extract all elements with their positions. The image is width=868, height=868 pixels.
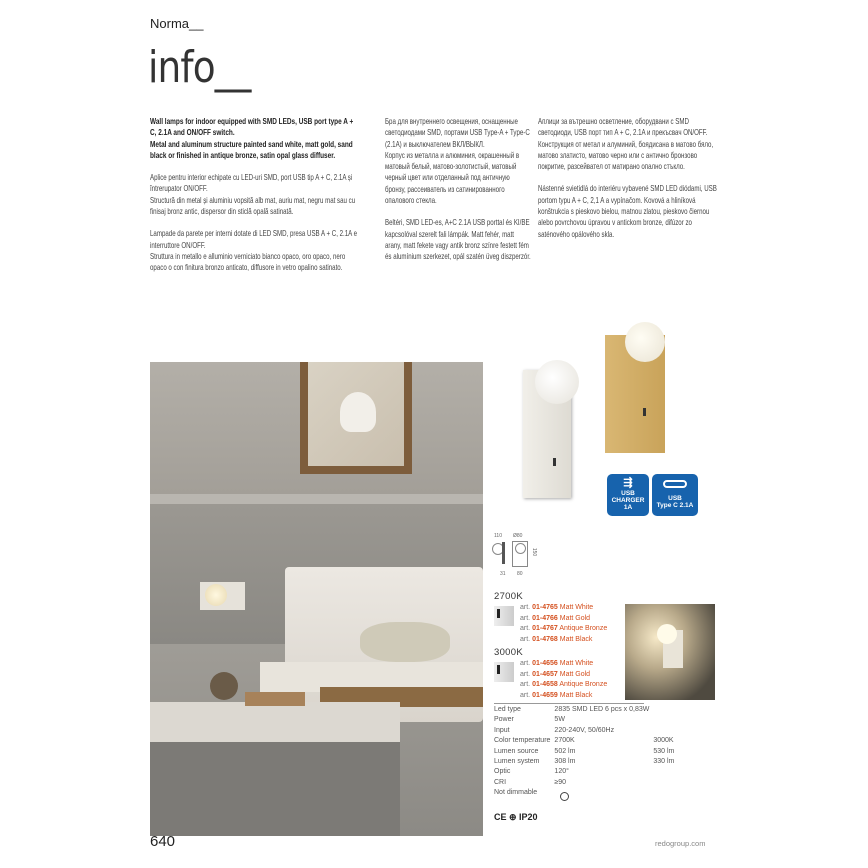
description-it: Lampade da parete per interni dotate di LED SMD, presa USB A + C, 2.1A e interruttore ON/OFF. Struttura in metallo e alluminio verniciato bianco opaco, oro opaco, nero opaco o con finitura bronzo anticato, diffusore in vetro opalino satinato. [150, 229, 358, 273]
spec-value-alt [653, 715, 678, 725]
spec-value: ≥90 [554, 778, 567, 786]
page-number: 640 [150, 833, 176, 850]
dimension-width: 110 [494, 533, 502, 539]
spec-row [494, 736, 678, 746]
color-temp-heading: 3000K [494, 647, 523, 658]
spec-value: 2700K [554, 737, 575, 745]
article-row: art. 01-4657 Matt Gold [520, 670, 591, 678]
finish-swatch [494, 606, 514, 626]
spec-value: 120° [554, 768, 569, 776]
not-dimmable-icon [560, 792, 569, 801]
article-row: art. 01-4656 Matt White [520, 660, 594, 667]
usb-icon: ⇶ [623, 477, 633, 489]
spec-row [494, 705, 678, 715]
spec-row [494, 757, 678, 767]
spec-value-alt: 3000K [653, 737, 674, 745]
website: redogroup.com [655, 839, 706, 848]
article-row: art. 01-4767 Antique Bronze [520, 625, 608, 632]
spec-value: 5W [554, 716, 565, 724]
lit-lamp-photo [625, 604, 715, 700]
article-list-2700k [494, 591, 622, 645]
spec-row [494, 767, 678, 777]
description-ru: Бра для внутреннего освещения, оснащенные светодиодами SMD, портами USB Type-A + Type-C (2.1A) и выключателем ВКЛ/ВЫКЛ. Корпус из металла и алюминия, окрашенный в матовый белый, матово-золотистый, матовый черный цвет или отделанный под античную бронзу, рассеиватель из сатинированного опалового стекла. [385, 117, 530, 206]
article-row: art. 01-4766 Matt Gold [520, 614, 591, 622]
spec-label: Input [494, 726, 510, 734]
spec-row [494, 715, 678, 725]
page-title: info__ [148, 42, 251, 93]
description-bg: Аплици за вътрешно осветление, оборудвани с SMD светодиоди, USB порт тип A + C, 2.1A и прекъсвач ON/OFF. Конструкция от метал и алуминий, боядисана в матово бяло, матово златисто, матово черно или с антично бронзово покритие, разсейвател от матирано опално стъкло. [538, 117, 714, 172]
spec-table [494, 705, 678, 799]
spec-row [494, 747, 678, 757]
spec-value-alt: 530 lm [653, 747, 675, 755]
usb-c-icon [663, 480, 687, 488]
dimension-depth: 31 [500, 571, 506, 577]
spec-value-alt [653, 788, 678, 798]
dimension-diameter: Ø80 [513, 533, 523, 539]
finish-swatch [494, 662, 514, 682]
dimension-drawing [490, 533, 540, 581]
spec-label: Color temperature [494, 737, 551, 745]
spec-value-alt [653, 726, 678, 736]
spec-label: CRI [494, 778, 507, 786]
description-hu: Beltéri, SMD LED-es, A+C 2.1A USB porttal és KI/BE kapcsolóval szerelt fali lámpák. Matt fehér, matt arany, matt fekete vagy antik bronz színre festett fém és alumínium szerkezet, opál szatén üveg diszperzór. [385, 218, 531, 262]
article-row: art. 01-4765 Matt White [520, 604, 594, 611]
usb-c-badge: USB Type C 2.1A [652, 474, 698, 516]
description-ro: Aplice pentru interior echipate cu LED-uri SMD, port USB tip A + C, 2.1A și întrerupator ON/OFF. Structură din metal și aluminiu vopsită alb mat, auriu mat, negru mat sau cu finisaj bronz antic, dispersor din sticlă opală satinată. [150, 173, 356, 217]
dimension-base: 80 [517, 571, 523, 577]
spec-row [494, 726, 678, 736]
spec-value-alt [653, 778, 678, 788]
article-row: art. 01-4659 Matt Black [520, 691, 593, 699]
spec-label: Optic [494, 768, 511, 776]
description-column-3 [538, 116, 718, 251]
spec-value-alt [653, 767, 678, 777]
spec-row [494, 778, 678, 788]
divider [494, 703, 644, 704]
interior-photo [150, 362, 483, 836]
spec-label: Lumen source [494, 747, 539, 755]
color-temp-heading: 2700K [494, 591, 523, 602]
spec-value-alt [653, 705, 678, 715]
spec-label: Lumen system [494, 757, 540, 765]
certification-marks: CE ⊕ IP20 [494, 812, 538, 822]
spec-label: Power [494, 716, 514, 724]
description-sk: Nástenné svietidlá do interiéru vybavené SMD LED diódami, USB portom typu A + C, 2,1 A a vypínačom. Kovová a hliníková konštrukcia s pieskovo bielou, matnou zlatou, pieskovo čiernou alebo povrchovou úpravou v antickom bronze, difúzor zo saténového opálového skla. [538, 184, 717, 239]
spec-value: 308 lm [554, 757, 576, 765]
article-row: art. 01-4768 Matt Black [520, 635, 593, 643]
description-column-1 [150, 116, 360, 285]
article-list-3000k [494, 647, 622, 701]
spec-row [494, 788, 678, 798]
spec-value-alt: 330 lm [653, 757, 675, 765]
description-column-2 [385, 116, 531, 274]
article-row: art. 01-4658 Antique Bronze [520, 681, 608, 688]
spec-value: 2835 SMD LED 6 pcs x 0,83W [554, 706, 650, 713]
series-name: Norma__ [150, 16, 204, 31]
spec-label: Led type [494, 706, 521, 713]
spec-value [554, 788, 653, 798]
spec-label: Not dimmable [494, 789, 538, 797]
usb-charger-badge: ⇶ USB CHARGER 1A [607, 474, 649, 516]
spec-value: 220-240V, 50/60Hz [554, 726, 615, 734]
dimension-height: 150 [531, 547, 538, 557]
description-en: Wall lamps for indoor equipped with SMD LEDs, USB port type A + C, 2.1A and ON/OFF switch. Metal and aluminum structure painted sand white, matt gold, sand black or finished in antique bronze, satin opal glass diffuser. [150, 116, 354, 160]
spec-value: 502 lm [554, 747, 576, 755]
